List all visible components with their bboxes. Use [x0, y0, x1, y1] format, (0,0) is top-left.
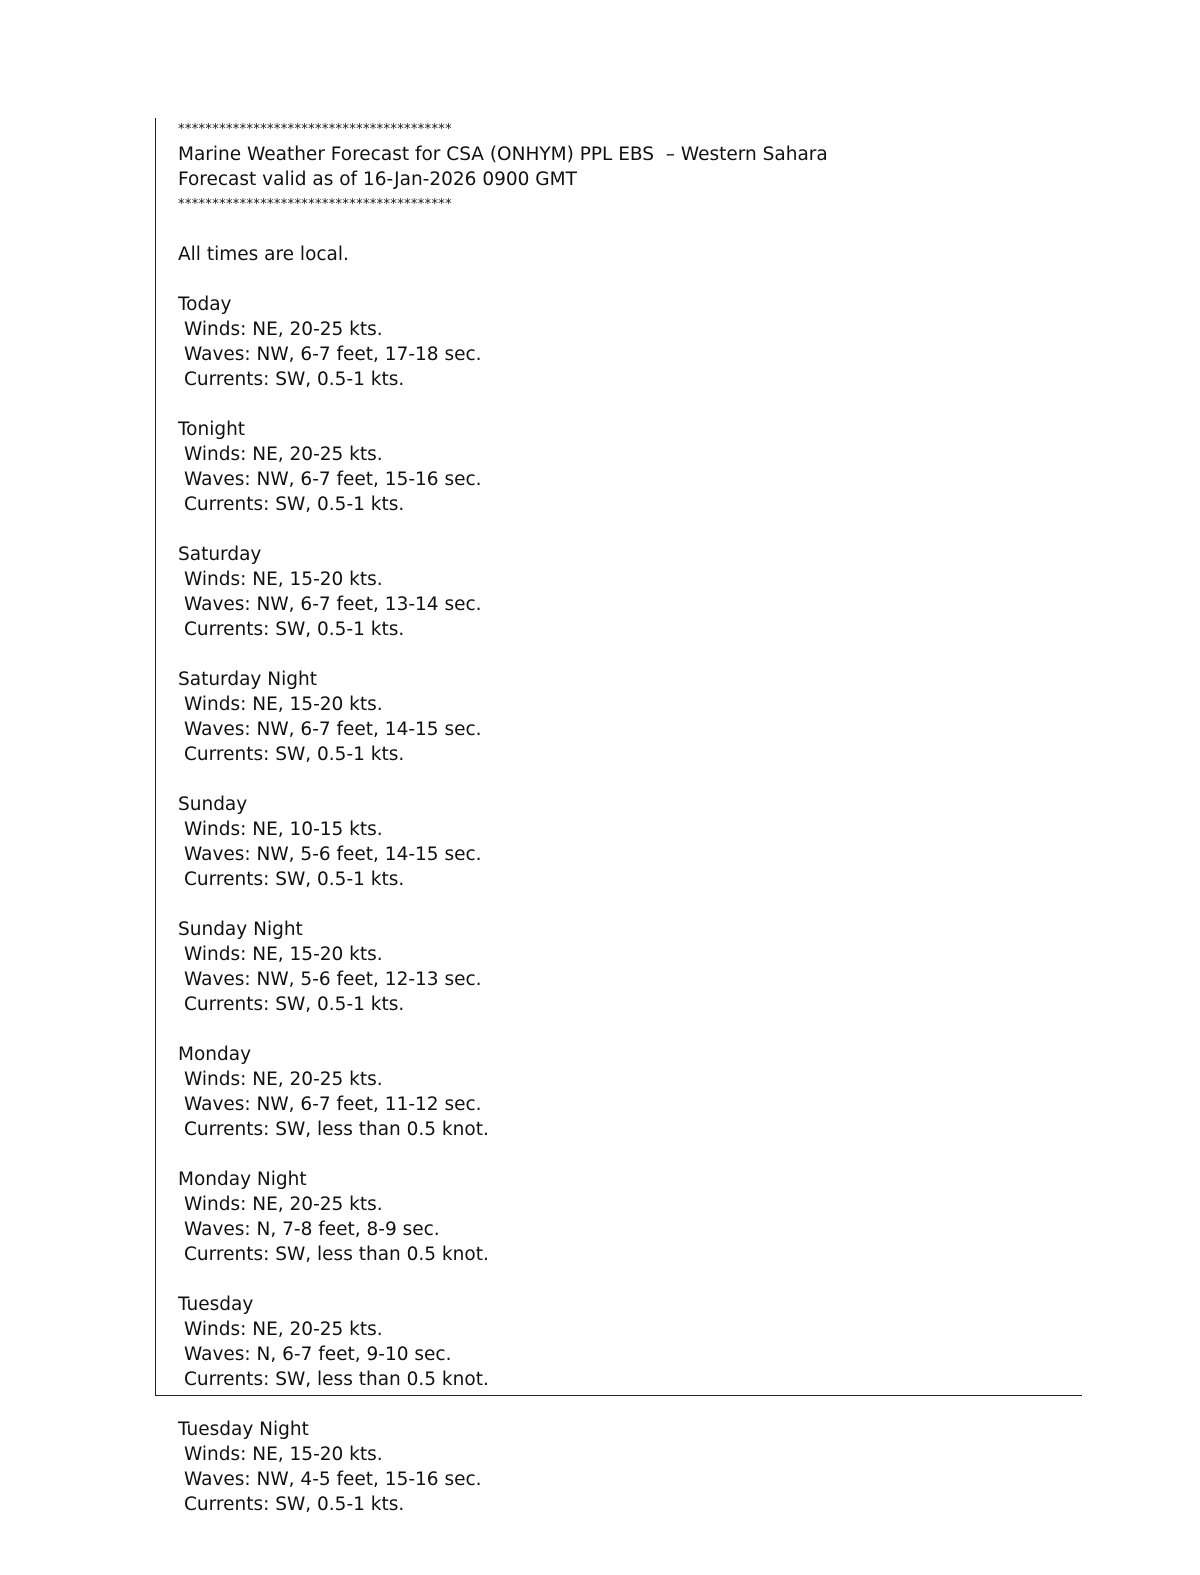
period-winds: Winds: NE, 10-15 kts.: [184, 819, 383, 840]
period-winds: Winds: NE, 15-20 kts.: [184, 569, 383, 590]
period-waves: Waves: NW, 6-7 feet, 14-15 sec.: [184, 719, 482, 740]
header-stars-bottom: ****************************************: [178, 197, 452, 212]
period-name: Saturday Night: [178, 669, 317, 690]
period-waves: Waves: NW, 6-7 feet, 17-18 sec.: [184, 344, 482, 365]
period-sunday-night: [178, 917, 1078, 1017]
period-currents: Currents: SW, 0.5-1 kts.: [184, 369, 405, 390]
period-name: Tuesday Night: [178, 1419, 309, 1440]
period-waves: Waves: NW, 6-7 feet, 11-12 sec.: [184, 1094, 482, 1115]
period-name: Today: [178, 294, 232, 315]
period-currents: Currents: SW, 0.5-1 kts.: [184, 1494, 405, 1515]
time-zone-note: All times are local.: [178, 244, 349, 265]
header-stars-top: ****************************************: [178, 122, 452, 137]
period-waves: Waves: NW, 4-5 feet, 15-16 sec.: [184, 1469, 482, 1490]
period-tuesday-night: [178, 1417, 1078, 1517]
period-currents: Currents: SW, 0.5-1 kts.: [184, 869, 405, 890]
period-name: Sunday: [178, 794, 248, 815]
period-tuesday: [178, 1292, 1078, 1392]
period-waves: Waves: NW, 5-6 feet, 12-13 sec.: [184, 969, 482, 990]
period-winds: Winds: NE, 15-20 kts.: [184, 1444, 383, 1465]
period-currents: Currents: SW, less than 0.5 knot.: [184, 1119, 489, 1140]
period-name: Monday: [178, 1044, 252, 1065]
period-winds: Winds: NE, 20-25 kts.: [184, 1319, 383, 1340]
period-saturday: [178, 542, 1078, 642]
forecast-valid-time: Forecast valid as of 16-Jan-2026 0900 GMT: [178, 169, 577, 190]
period-name: Monday Night: [178, 1169, 307, 1190]
period-waves: Waves: NW, 6-7 feet, 13-14 sec.: [184, 594, 482, 615]
forecast-document: [178, 117, 1078, 1517]
period-currents: Currents: SW, 0.5-1 kts.: [184, 994, 405, 1015]
period-waves: Waves: N, 6-7 feet, 9-10 sec.: [184, 1344, 452, 1365]
period-winds: Winds: NE, 20-25 kts.: [184, 1194, 383, 1215]
period-name: Tonight: [178, 419, 246, 440]
period-waves: Waves: N, 7-8 feet, 8-9 sec.: [184, 1219, 440, 1240]
period-currents: Currents: SW, less than 0.5 knot.: [184, 1369, 489, 1390]
period-name: Sunday Night: [178, 919, 303, 940]
period-currents: Currents: SW, 0.5-1 kts.: [184, 744, 405, 765]
period-waves: Waves: NW, 6-7 feet, 15-16 sec.: [184, 469, 482, 490]
period-winds: Winds: NE, 20-25 kts.: [184, 319, 383, 340]
period-winds: Winds: NE, 15-20 kts.: [184, 694, 383, 715]
period-waves: Waves: NW, 5-6 feet, 14-15 sec.: [184, 844, 482, 865]
period-name: Tuesday: [178, 1294, 254, 1315]
period-currents: Currents: SW, less than 0.5 knot.: [184, 1244, 489, 1265]
period-sunday: [178, 792, 1078, 892]
period-winds: Winds: NE, 15-20 kts.: [184, 944, 383, 965]
left-border-rule: [155, 118, 156, 1396]
period-today: [178, 292, 1078, 392]
period-winds: Winds: NE, 20-25 kts.: [184, 1069, 383, 1090]
period-saturday-night: [178, 667, 1078, 767]
forecast-title: Marine Weather Forecast for CSA (ONHYM) PPL EBS – Western Sahara: [178, 144, 828, 165]
period-winds: Winds: NE, 20-25 kts.: [184, 444, 383, 465]
period-name: Saturday: [178, 544, 262, 565]
period-monday: [178, 1042, 1078, 1142]
period-currents: Currents: SW, 0.5-1 kts.: [184, 494, 405, 515]
period-tonight: [178, 417, 1078, 517]
period-currents: Currents: SW, 0.5-1 kts.: [184, 619, 405, 640]
period-monday-night: [178, 1167, 1078, 1267]
